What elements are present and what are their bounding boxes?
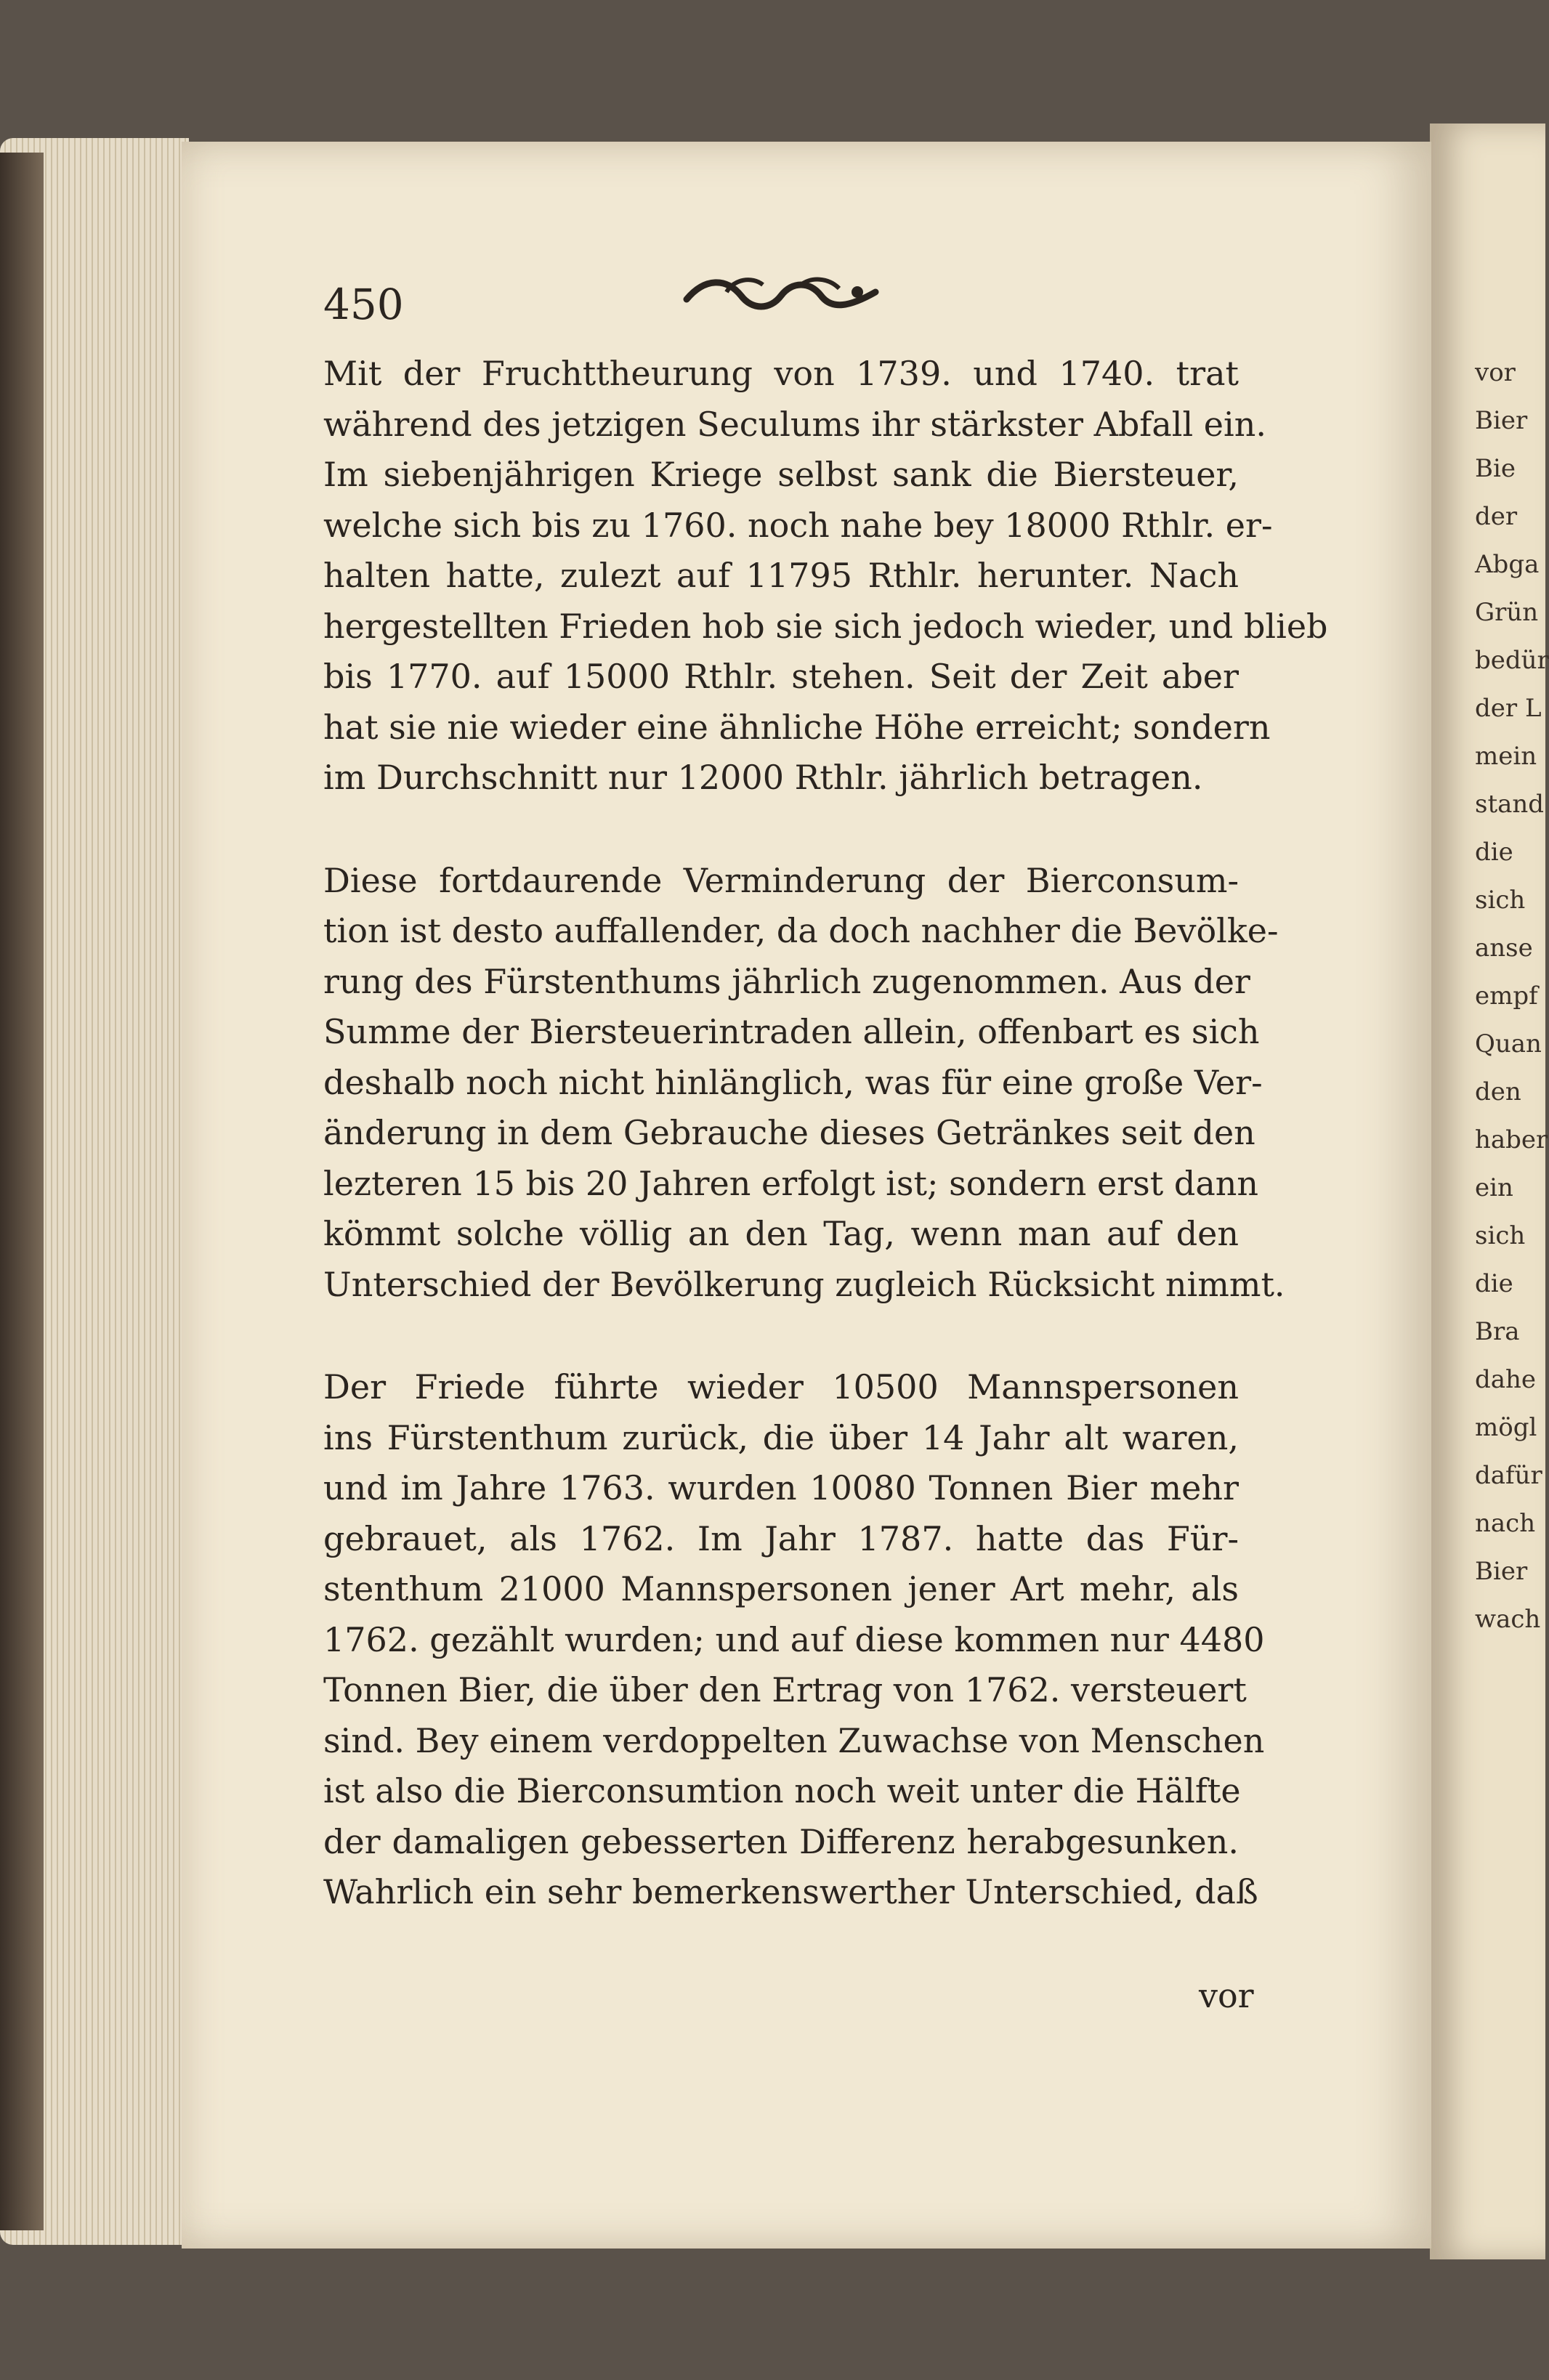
text-line: 1762. gezählt wurden; und auf diese kommen nur 4480	[323, 1619, 1265, 1659]
text-line: Summe der Biersteuerintraden allein, offenbart es sich	[323, 1012, 1260, 1051]
facing-page-fragment: Bie	[1475, 454, 1516, 483]
text-line: im Durchschnitt nur 12000 Rthlr. jährlich betragen.	[323, 758, 1203, 797]
facing-page-fragment: bedür	[1475, 646, 1549, 675]
body-text	[323, 349, 1328, 1918]
page-number: 450	[323, 280, 404, 329]
text-line: sind. Bey einem verdoppelten Zuwachse von Menschen	[323, 1720, 1265, 1760]
text-line: Wahrlich ein sehr bemerkenswerther Unterschied, daß	[323, 1872, 1258, 1911]
facing-page-fragment: der	[1475, 502, 1518, 531]
facing-page-fragment: Bra	[1475, 1317, 1520, 1346]
facing-page-fragment: mögl	[1475, 1413, 1537, 1442]
text-line: Mit der Fruchttheurung von 1739. und 1740. trat	[323, 354, 1239, 393]
facing-page-fragment: empf	[1475, 981, 1538, 1011]
text-line: stenthum 21000 Mannspersonen jener Art mehr, als	[323, 1569, 1239, 1608]
text-line: tion ist desto auffallender, da doch nachher die Bevölke-	[323, 911, 1279, 950]
text-line: der damaligen gebesserten Differenz herabgesunken.	[323, 1821, 1239, 1861]
facing-page-fragment: Grün	[1475, 598, 1539, 627]
facing-page-fragment: sich	[1475, 886, 1526, 915]
facing-page-fragment: Quan	[1475, 1029, 1542, 1059]
text-line: Tonnen Bier, die über den Ertrag von 1762. versteuert	[323, 1670, 1247, 1709]
facing-page-fragment: wach	[1475, 1605, 1541, 1634]
facing-page-fragment: stand	[1475, 790, 1545, 819]
text-line: kömmt solche völlig an den Tag, wenn man auf den	[323, 1214, 1239, 1253]
text-line: Diese fortdaurende Verminderung der Bierconsum-	[323, 860, 1239, 900]
facing-page-fragment: Bier	[1475, 1557, 1528, 1586]
text-line: Im siebenjährigen Kriege selbst sank die Biersteuer,	[323, 455, 1239, 494]
decorative-ornament-icon	[683, 270, 879, 321]
text-line: bis 1770. auf 15000 Rthlr. stehen. Seit der Zeit aber	[323, 657, 1239, 696]
text-line: Unterschied der Bevölkerung zugleich Rücksicht nimmt.	[323, 1264, 1285, 1304]
facing-page-fragment: Bier	[1475, 406, 1528, 435]
catchword: vor	[1199, 1976, 1254, 2015]
facing-page-fragment: der L	[1475, 694, 1542, 723]
facing-page-fragment: mein	[1475, 742, 1537, 771]
text-line: änderung in dem Gebrauche dieses Getränkes seit den	[323, 1113, 1255, 1152]
text-line: ins Fürstenthum zurück, die über 14 Jahr alt waren,	[323, 1417, 1239, 1457]
text-line: und im Jahre 1763. wurden 10080 Tonnen Bier mehr	[323, 1468, 1239, 1507]
facing-page-text-fragments	[1475, 349, 1549, 1643]
facing-page-fragment: ein	[1475, 1173, 1513, 1202]
facing-page-fragment: haber	[1475, 1125, 1548, 1154]
text-line: ist also die Bierconsumtion noch weit unter die Hälfte	[323, 1771, 1241, 1810]
text-line: rung des Fürstenthums jährlich zugenommen. Aus der	[323, 961, 1250, 1001]
text-line: hat sie nie wieder eine ähnliche Höhe erreicht; sondern	[323, 707, 1271, 747]
text-line: Der Friede führte wieder 10500 Mannspersonen	[323, 1367, 1239, 1406]
facing-page-fragment: sich	[1475, 1221, 1526, 1250]
facing-page-fragment: dahe	[1475, 1365, 1537, 1394]
text-line: gebrauet, als 1762. Im Jahr 1787. hatte das Für-	[323, 1518, 1239, 1558]
facing-page-fragment: den	[1475, 1077, 1521, 1106]
paragraph-gap	[323, 804, 1239, 856]
text-line: hergestellten Frieden hob sie sich jedoch wieder, und blieb	[323, 606, 1328, 646]
text-line: während des jetzigen Seculums ihr stärkster Abfall ein.	[323, 404, 1266, 444]
text-line: lezteren 15 bis 20 Jahren erfolgt ist; sondern erst dann	[323, 1163, 1258, 1203]
facing-page-fragment: die	[1475, 1269, 1513, 1298]
facing-page-fragment: anse	[1475, 934, 1533, 963]
text-line: welche sich bis zu 1760. noch nahe bey 18000 Rthlr. er-	[323, 505, 1273, 545]
facing-page-fragment: vor	[1475, 358, 1516, 387]
text-line: deshalb noch nicht hinlänglich, was für eine große Ver-	[323, 1062, 1263, 1102]
paragraph-gap	[323, 1310, 1239, 1362]
facing-page-fragment: die	[1475, 838, 1513, 867]
text-line: halten hatte, zulezt auf 11795 Rthlr. herunter. Nach	[323, 556, 1239, 595]
facing-page-fragment: nach	[1475, 1509, 1536, 1538]
facing-page-fragment: dafür	[1475, 1461, 1542, 1490]
facing-page-fragment: Abga	[1475, 550, 1540, 579]
book-cover-edge	[0, 153, 44, 2230]
